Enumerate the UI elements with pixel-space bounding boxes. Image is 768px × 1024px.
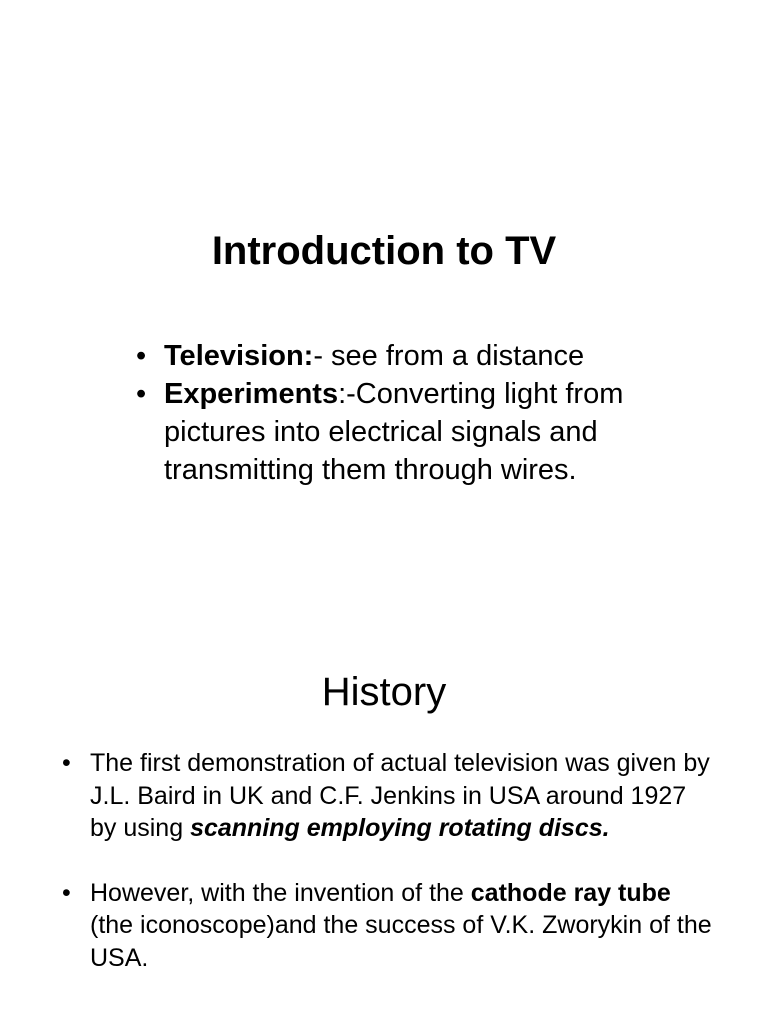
list-item [136,375,656,489]
strong-text: cathode ray tube [470,878,671,907]
paragraph-text: The first demonstration of actual television was given by J.L. Baird in UK and C.F. Jenkins in USA around 1927 by using [90,749,710,842]
paragraph-text: However, with the invention of the [90,878,471,907]
bullet-icon: • [62,749,71,777]
bullet-icon: • [136,378,147,410]
paragraph-text: (the iconoscope)and the success of V.K. Zworykin of the USA. [90,911,712,972]
bullet-icon: • [136,340,147,372]
list-item [62,747,712,845]
bullet-icon: • [62,878,71,907]
bullet-list [62,747,712,974]
emphasized-text: scanning employing rotating discs. [190,814,610,842]
term-definition: - see from a distance [313,340,585,372]
term-label: Television: [164,340,314,372]
bullet-list [136,337,656,489]
slide-title: History [321,670,447,714]
list-item [62,877,712,975]
slide-history [0,612,768,1024]
term-label: Experiments [164,378,339,410]
slide-title: Introduction to TV [211,229,557,273]
list-item [136,337,656,375]
term-definition: :-Converting light from pictures into electrical signals and transmitting them through wires. [164,378,624,486]
